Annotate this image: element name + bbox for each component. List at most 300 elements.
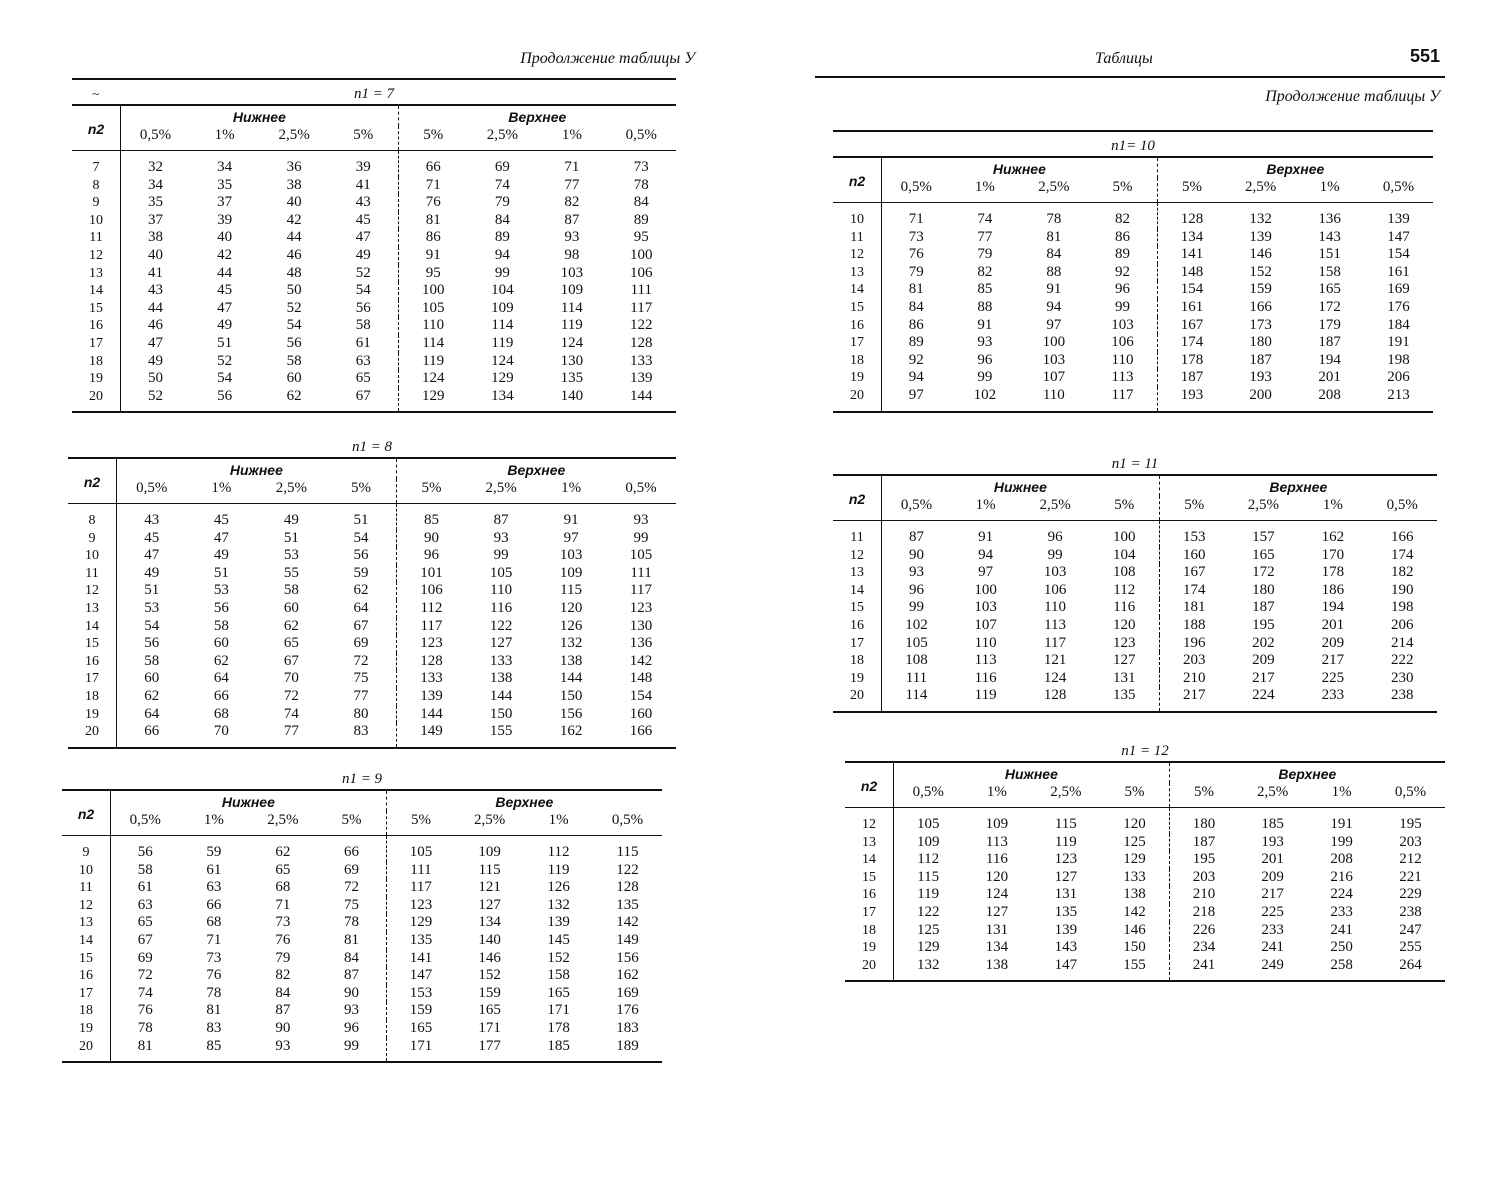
table-cell: 43 [144,512,160,528]
table-row [72,317,676,335]
table-cell: 71 [206,931,222,948]
n2-cell: 17 [68,670,117,688]
table-row [68,618,676,636]
table-cell: 201 [1321,616,1345,633]
stats-table [68,457,676,749]
n2-cell: 13 [833,264,882,282]
lower-col-header: 1% [974,179,995,195]
continuation-label: Продолжение таблицы У [1265,88,1440,105]
n2-cell: 12 [62,897,111,915]
table-cell: 206 [1391,616,1414,633]
table-cell: 109 [559,564,583,581]
n2-cell: 20 [68,723,117,748]
table-cell: 152 [1249,263,1272,280]
table-cell: 102 [905,616,928,633]
lower-col-header: 0,5% [912,784,944,800]
table-cell: 41 [355,176,371,193]
table-cell: 35 [147,194,163,211]
upper-col-header: 2,5% [1245,179,1277,195]
table-row [833,281,1433,299]
table-cell: 71 [564,159,580,175]
header-group-row [62,790,662,811]
table-cell: 136 [1318,211,1341,227]
table-cell: 128 [1043,687,1067,704]
table-cell: 247 [1399,921,1422,938]
table-cell: 68 [213,705,229,722]
table-cell: 234 [1169,939,1238,957]
upper-col-header: 1% [561,480,582,496]
table-cell: 106 [1111,334,1134,351]
n2-header: n2 [845,762,894,808]
table-block-n1-8 [68,437,676,749]
n2-cell: 20 [62,1038,111,1063]
table-cell: 224 [1330,886,1353,903]
table-cell: 51 [283,529,299,546]
table-cell: 81 [908,281,924,298]
table-cell: 194 [1318,351,1341,368]
table-cell: 117 [1111,386,1134,403]
n2-cell: 13 [72,265,121,283]
table-cell: 62 [144,687,160,704]
table-cell: 40 [286,194,302,211]
table-cell: 97 [908,386,924,403]
table-cell: 70 [213,723,229,740]
table-cell: 110 [398,317,467,335]
table-cell: 56 [217,387,233,404]
table-cell: 34 [217,159,233,175]
n2-cell: 14 [68,618,117,636]
table-body [833,203,1433,412]
table-cell: 241 [1261,939,1284,956]
table-cell: 128 [630,334,653,351]
n2-cell: 15 [72,300,121,318]
table-cell: 103 [974,599,997,616]
n2-cell: 9 [72,194,121,212]
table-cell: 105 [398,300,467,318]
table-cell: 44 [217,264,233,281]
table-cell: 144 [630,387,653,404]
table-cell: 147 [1054,956,1078,973]
table-cell: 91 [977,316,993,333]
table-cell: 213 [1387,386,1410,403]
table-cell: 91 [978,529,994,545]
table-cell: 34 [147,176,163,193]
table-cell: 77 [977,228,993,245]
table-row [72,353,676,371]
table-cell: 123 [629,599,653,616]
table-cell: 200 [1249,386,1272,403]
table-cell: 65 [355,370,371,387]
table-cell: 89 [494,229,510,246]
lower-col-header: 0,5% [129,812,161,828]
table-cell: 134 [985,939,1009,956]
table-cell: 91 [563,512,579,528]
table-body [833,521,1437,712]
upper-group-header: Верхнее [1159,475,1437,496]
table-cell: 94 [1046,298,1062,315]
table-row [62,862,662,880]
table-cell: 162 [559,723,583,740]
table-cell: 111 [386,862,455,880]
block-title: n1 = 8 [351,439,393,455]
table-cell: 178 [1157,352,1226,370]
table-cell: 40 [217,229,233,246]
n2-cell: 10 [68,547,117,565]
n2-cell: 12 [845,808,894,834]
upper-group-header: Верхнее [386,790,662,811]
table-cell: 65 [137,914,153,931]
table-cell: 42 [217,246,233,263]
table-cell: 75 [344,896,360,913]
table-cell: 56 [286,334,302,351]
table-cell: 65 [283,635,299,652]
table-cell: 209 [1321,634,1345,651]
table-cell: 52 [286,299,302,316]
table-cell: 51 [353,512,369,528]
n2-cell: 15 [845,869,894,887]
table-cell: 71 [275,896,291,913]
lower-group-header: Нижнее [232,109,286,125]
table-cell: 96 [1115,281,1131,298]
upper-group-header: Верхнее [398,105,676,126]
table-cell: 53 [144,599,160,616]
table-row [62,914,662,932]
table-cell: 238 [1391,687,1414,704]
table-cell: 54 [353,529,369,546]
table-cell: 144 [489,687,513,704]
table-cell: 103 [560,264,584,281]
table-cell: 115 [478,861,501,878]
table-cell: 99 [493,547,509,564]
table-cell: 127 [985,903,1009,920]
upper-col-header: 0,5% [1386,497,1418,513]
table-cell: 59 [206,844,222,860]
table-row [68,582,676,600]
table-cell: 110 [490,582,513,599]
table-cell: 86 [398,229,467,247]
table-header [833,157,1433,203]
table-cell: 250 [1330,939,1353,956]
table-cell: 203 [1399,833,1422,850]
table-cell: 47 [147,334,163,351]
block-title [72,78,676,104]
table-block-n1-9 [62,769,662,1063]
table-block-n1-12 [845,741,1445,982]
table-cell: 156 [559,705,583,722]
table-cell: 127 [1113,652,1136,669]
table-cell: 100 [1113,529,1136,545]
table-cell: 93 [564,229,580,246]
table-cell: 144 [559,670,583,687]
n2-cell: 9 [62,836,111,862]
table-cell: 114 [398,335,467,353]
table-cell: 82 [564,194,580,211]
table-cell: 249 [1261,956,1284,973]
table-cell: 64 [213,670,229,687]
table-row [845,957,1445,982]
upper-group-header: Верхнее [1157,157,1433,178]
table-cell: 217 [1252,669,1275,686]
table-cell: 63 [206,879,222,896]
table-block-n1-7 [72,78,676,413]
table-cell: 176 [1387,298,1410,315]
n2-cell: 17 [845,904,894,922]
table-cell: 222 [1391,652,1414,669]
table-cell: 76 [398,194,467,212]
n2-cell: 12 [833,246,882,264]
n2-cell: 20 [833,687,882,712]
table-cell: 109 [560,282,584,299]
table-row [833,352,1433,370]
n2-header: n2 [833,475,882,521]
table-cell: 119 [398,353,467,371]
table-cell: 43 [147,282,163,299]
table-cell: 63 [355,352,371,369]
header-mark: ~ [92,86,100,101]
lower-col-header: 1% [986,784,1007,800]
table-row [833,264,1433,282]
table-row [833,387,1433,412]
table-row [62,950,662,968]
table-row [72,300,676,318]
table-cell: 119 [547,861,570,878]
n2-cell: 17 [833,334,882,352]
table-cell: 99 [908,599,924,616]
table-cell: 180 [1169,808,1238,834]
table-cell: 92 [1115,263,1131,280]
table-cell: 169 [1387,281,1410,298]
table-cell: 58 [286,352,302,369]
n2-cell: 13 [833,564,882,582]
table-row [72,229,676,247]
table-row [833,582,1437,600]
table-cell: 68 [206,914,222,931]
table-cell: 76 [206,967,222,984]
table-cell: 210 [1169,886,1238,904]
table-cell: 79 [908,263,924,280]
table-cell: 165 [1252,546,1275,563]
table-cell: 119 [491,334,514,351]
lower-col-header: 5% [1124,784,1145,800]
table-cell: 187 [1249,351,1272,368]
table-cell: 61 [355,334,371,351]
table-cell: 74 [137,984,153,1001]
table-cell: 90 [275,1019,291,1036]
table-cell: 74 [977,211,993,227]
stats-table [62,789,662,1063]
table-cell: 217 [1159,687,1228,712]
table-row [68,530,676,548]
table-cell: 121 [1043,652,1067,669]
table-cell: 130 [560,352,584,369]
table-cell: 196 [1159,635,1228,653]
table-cell: 165 [547,984,570,1001]
table-cell: 50 [286,282,302,299]
table-cell: 73 [206,949,222,966]
table-cell: 129 [491,370,514,387]
table-cell: 102 [973,386,997,403]
table-cell: 258 [1330,956,1353,973]
table-cell: 58 [283,582,299,599]
table-cell: 110 [1044,599,1067,616]
table-cell: 127 [489,635,513,652]
n2-cell: 18 [68,688,117,706]
table-cell: 159 [1249,281,1272,298]
table-cell: 56 [144,635,160,652]
table-cell: 64 [353,599,369,616]
table-cell: 131 [1113,669,1136,686]
table-cell: 120 [559,599,583,616]
table-cell: 48 [286,264,302,281]
lower-group-header: Нижнее [229,462,283,478]
upper-col-header: 2,5% [486,127,519,143]
table-cell: 150 [489,705,513,722]
running-head-left: Продолжение таблицы У [520,50,695,67]
stats-table [845,761,1445,982]
table-cell: 178 [1321,564,1345,581]
table-cell: 166 [629,723,653,740]
table-cell: 165 [1318,281,1341,298]
table-cell: 141 [386,950,455,968]
table-cell: 126 [559,617,583,634]
table-cell: 121 [478,879,501,896]
table-cell: 152 [547,949,570,966]
table-cell: 129 [1123,851,1146,868]
table-cell: 147 [1387,228,1410,245]
table-cell: 67 [355,387,371,404]
upper-col-header: 1% [1319,179,1340,195]
table-cell: 116 [1113,599,1136,616]
table-cell: 62 [213,652,229,669]
table-cell: 105 [905,634,928,651]
table-row [62,1002,662,1020]
table-cell: 56 [355,299,371,316]
lower-group-header: Нижнее [221,794,275,810]
table-cell: 65 [275,861,291,878]
table-row [62,836,662,862]
table-cell: 66 [398,151,467,177]
lower-col-header: 1% [211,480,232,496]
lower-col-header: 2,5% [1050,784,1082,800]
table-row [68,565,676,583]
table-cell: 105 [629,547,653,564]
lower-group-header: Нижнее [993,479,1047,495]
table-cell: 233 [1330,903,1353,920]
table-cell: 39 [217,211,233,228]
table-cell: 132 [916,956,940,973]
table-cell: 221 [1399,868,1422,885]
table-cell: 113 [974,652,997,669]
table-cell: 100 [974,581,997,598]
table-cell: 193 [1157,387,1226,412]
table-cell: 165 [478,1002,501,1019]
table-cell: 74 [494,176,510,193]
table-cell: 194 [1321,599,1345,616]
lower-col-header: 1% [214,127,235,143]
table-cell: 81 [206,1002,222,1019]
table-cell: 81 [1046,228,1062,245]
table-cell: 116 [974,669,997,686]
n2-cell: 12 [68,582,117,600]
table-cell: 114 [905,687,928,704]
table-row [72,247,676,265]
table-cell: 153 [386,985,455,1003]
table-cell: 140 [478,931,501,948]
table-cell: 149 [616,931,639,948]
table-cell: 162 [1321,529,1345,545]
block-title-text: n1 = 7 [353,86,395,102]
table-cell: 58 [144,652,160,669]
table-cell: 96 [396,547,466,565]
table-header [833,475,1437,521]
table-cell: 241 [1330,921,1353,938]
table-row [62,1038,662,1063]
table-cell: 115 [616,844,639,860]
table-cell: 187 [1169,834,1238,852]
table-cell: 43 [355,194,371,211]
upper-col-header: 0,5% [625,127,657,143]
table-cell: 159 [478,984,501,1001]
upper-col-header: 5% [1157,178,1226,203]
table-cell: 58 [137,861,153,878]
table-cell: 87 [344,967,360,984]
table-cell: 112 [396,600,466,618]
table-cell: 135 [560,370,584,387]
table-row [72,265,676,283]
table-cell: 180 [1249,334,1272,351]
table-row [68,547,676,565]
table-cell: 139 [396,688,466,706]
table-cell: 184 [1387,316,1410,333]
table-body [845,808,1445,982]
table-cell: 123 [396,635,466,653]
table-cell: 167 [1157,317,1226,335]
lower-group-header: Нижнее [992,161,1046,177]
table-cell: 77 [283,723,299,740]
table-cell: 35 [217,176,233,193]
table-row [62,932,662,950]
n2-cell: 9 [68,530,117,548]
n2-cell: 11 [68,565,117,583]
n2-cell: 18 [62,1002,111,1020]
table-cell: 167 [1159,564,1228,582]
n2-cell: 17 [833,635,882,653]
table-cell: 120 [1123,816,1146,832]
table-row [72,388,676,413]
table-cell: 56 [353,547,369,564]
n2-header: n2 [833,157,882,203]
n2-cell: 18 [833,352,882,370]
table-cell: 191 [1330,816,1353,832]
table-cell: 51 [144,582,160,599]
table-row [68,670,676,688]
table-cell: 88 [977,298,993,315]
table-cell: 66 [344,844,360,860]
table-cell: 87 [564,211,580,228]
table-cell: 97 [563,529,579,546]
n2-cell: 15 [833,299,882,317]
table-cell: 193 [1249,369,1272,386]
table-cell: 96 [977,351,993,368]
table-cell: 180 [1252,581,1275,598]
table-cell: 210 [1159,670,1228,688]
table-row [72,335,676,353]
table-cell: 119 [560,317,583,334]
table-cell: 171 [547,1002,570,1019]
table-cell: 158 [1318,263,1341,280]
table-cell: 225 [1321,669,1345,686]
table-cell: 99 [1115,298,1131,315]
